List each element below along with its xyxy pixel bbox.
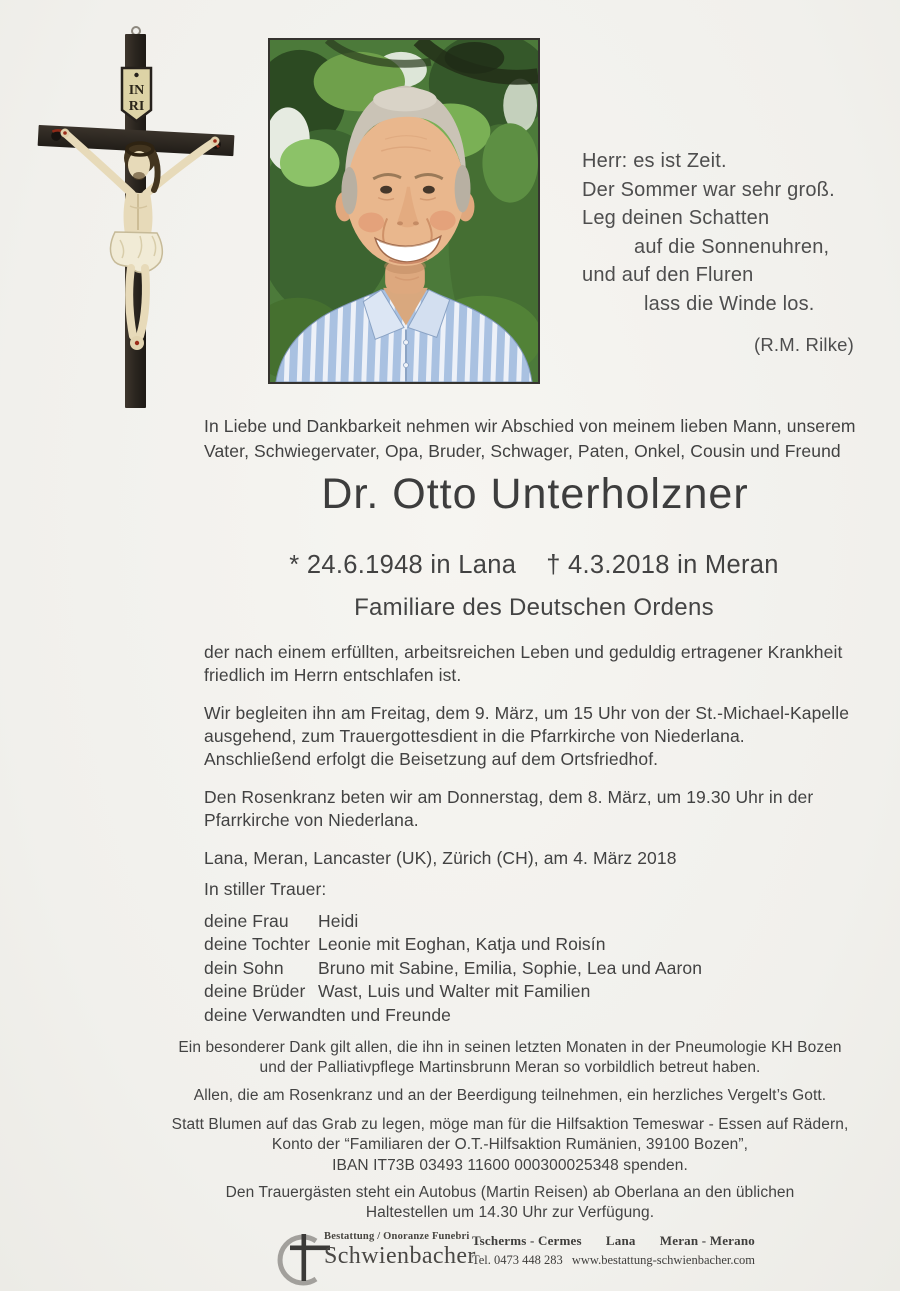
poem-line: Leg deinen Schatten (582, 207, 770, 229)
rilke-poem (582, 147, 854, 360)
poem-line: auf die Sonnenuhren, (634, 235, 830, 258)
intro-text (204, 414, 872, 463)
footer-website: www.bestattung-schwienbacher.com (571, 1253, 755, 1267)
crucifix-image (12, 22, 248, 418)
mourners-footer: deine Verwandten und Freunde (204, 1004, 452, 1025)
portrait-illustration (270, 40, 538, 382)
intro-line: Vater, Schwiegervater, Opa, Bruder, Schwager, Paten, Onkel, Cousin und Freund (204, 440, 841, 461)
mourner-names: Bruno mit Sabine, Emilia, Sophie, Lea und Aaron (318, 957, 703, 978)
death-date: † 4.3.2018 in Meran (546, 551, 779, 579)
intro-line: In Liebe und Dankbarkeit nehmen wir Abschied von meinem lieben Mann, unserem (204, 416, 856, 436)
mourner-relation: deine Tochter (204, 934, 311, 955)
bus-line: Den Trauergästen steht ein Autobus (Martin Reisen) ab Oberlana an den üblichen (225, 1184, 795, 1201)
donation-line: Statt Blumen auf das Grab zu legen, möge man für die Hilfsaktion Temeswar - Essen auf Rädern, (171, 1116, 849, 1133)
poem-attribution: (R.M. Rilke) (753, 334, 854, 355)
poem-line: und auf den Fluren (582, 264, 754, 286)
death-note-line: der nach einem erfüllten, arbeitsreichen Leben und geduldig ertragener Krankheit (204, 642, 843, 662)
places-date: Lana, Meran, Lancaster (UK), Zürich (CH), am 4. März 2018 (204, 848, 677, 868)
life-dates (104, 551, 900, 580)
funeral-info (204, 702, 876, 772)
rosary-line: Pfarrkirche von Niederlana. (204, 810, 419, 831)
birth-date: * 24.6.1948 in Lana (289, 551, 517, 579)
footer-locations (472, 1233, 755, 1249)
poem-line: lass die Winde los. (644, 292, 815, 315)
funeral-line: Wir begleiten ihn am Freitag, dem 9. März, um 15 Uhr von der St.-Michael-Kapelle (204, 703, 850, 723)
deceased-name: Dr. Otto Unterholzner (321, 470, 749, 518)
donation-line: Konto der “Familiaren der O.T.-Hilfsaktion Rumänien, 39100 Bozen”, (271, 1136, 749, 1154)
thanks-line: Ein besonderer Dank gilt allen, die ihn in seinen letzten Monaten in der Pneumologie KH Bozen (178, 1039, 842, 1056)
mourner-row (204, 933, 876, 956)
mourner-relation: dein Sohn (204, 957, 284, 978)
mourning-header: In stiller Trauer: (204, 879, 327, 899)
footer-location: Meran - Merano (659, 1233, 755, 1248)
thanks-text (150, 1038, 870, 1079)
portrait-photo (268, 38, 540, 384)
svg-text:RI: RI (128, 99, 145, 114)
order-membership: Familiare des Deutschen Ordens (354, 594, 714, 621)
funeral-line: Anschließend erfolgt die Beisetzung auf dem Ortsfriedhof. (204, 749, 659, 770)
mourner-row (204, 980, 876, 1003)
svg-text:IN: IN (128, 83, 145, 98)
vergelt-text: Allen, die am Rosenkranz und an der Beerdigung teilnehmen, ein herzliches Vergelt’s Gott. (193, 1087, 827, 1104)
poem-line: Der Sommer war sehr groß. (582, 178, 835, 201)
death-note (204, 641, 876, 687)
mourner-row (204, 957, 876, 980)
footer-location: Lana (605, 1233, 636, 1248)
thanks-line: und der Palliativpflege Martinsbrunn Meran so vorbildlich betreut haben. (259, 1059, 761, 1077)
mourner-names: Leonie mit Eoghan, Katja und Roisín (318, 934, 606, 955)
poem-line: Herr: es ist Zeit. (582, 150, 727, 172)
mourner-row (204, 910, 876, 933)
bus-line: Haltestellen um 14.30 Uhr zur Verfügung. (365, 1204, 655, 1222)
donation-text (150, 1115, 870, 1176)
death-note-line: friedlich im Herrn entschlafen ist. (204, 665, 462, 686)
mourner-names: Wast, Luis und Walter mit Familien (318, 981, 591, 1002)
footer-location: Tscherms - Cermes (472, 1233, 582, 1248)
mourner-relation: deine Frau (204, 911, 289, 931)
rosary-line: Den Rosenkranz beten wir am Donnerstag, dem 8. März, um 19.30 Uhr in der (204, 787, 814, 807)
funeral-home-brand (324, 1231, 474, 1270)
crucifix-illustration (12, 22, 248, 418)
donation-line: IBAN IT73B 03493 11600 000300025348 spenden. (332, 1156, 688, 1174)
mourner-row (204, 1004, 876, 1027)
footer-phone: Tel. 0473 448 283 (472, 1253, 563, 1267)
funeral-home-name: Schwienbacher (324, 1243, 476, 1269)
mourners-list (204, 910, 876, 1027)
funeral-line: ausgehend, zum Trauergottesdient in die Pfarrkirche von Niederlana. (204, 726, 745, 747)
rosary-info (204, 786, 876, 832)
mourner-relation: deine Brüder (204, 981, 306, 1002)
mourner-names: Heidi (318, 911, 359, 931)
footer-contact-line (472, 1253, 755, 1268)
funeral-home-contact (472, 1233, 755, 1268)
funeral-home-tagline: Bestattung / Onoranze Funebri (324, 1231, 470, 1242)
bus-info (150, 1183, 870, 1224)
